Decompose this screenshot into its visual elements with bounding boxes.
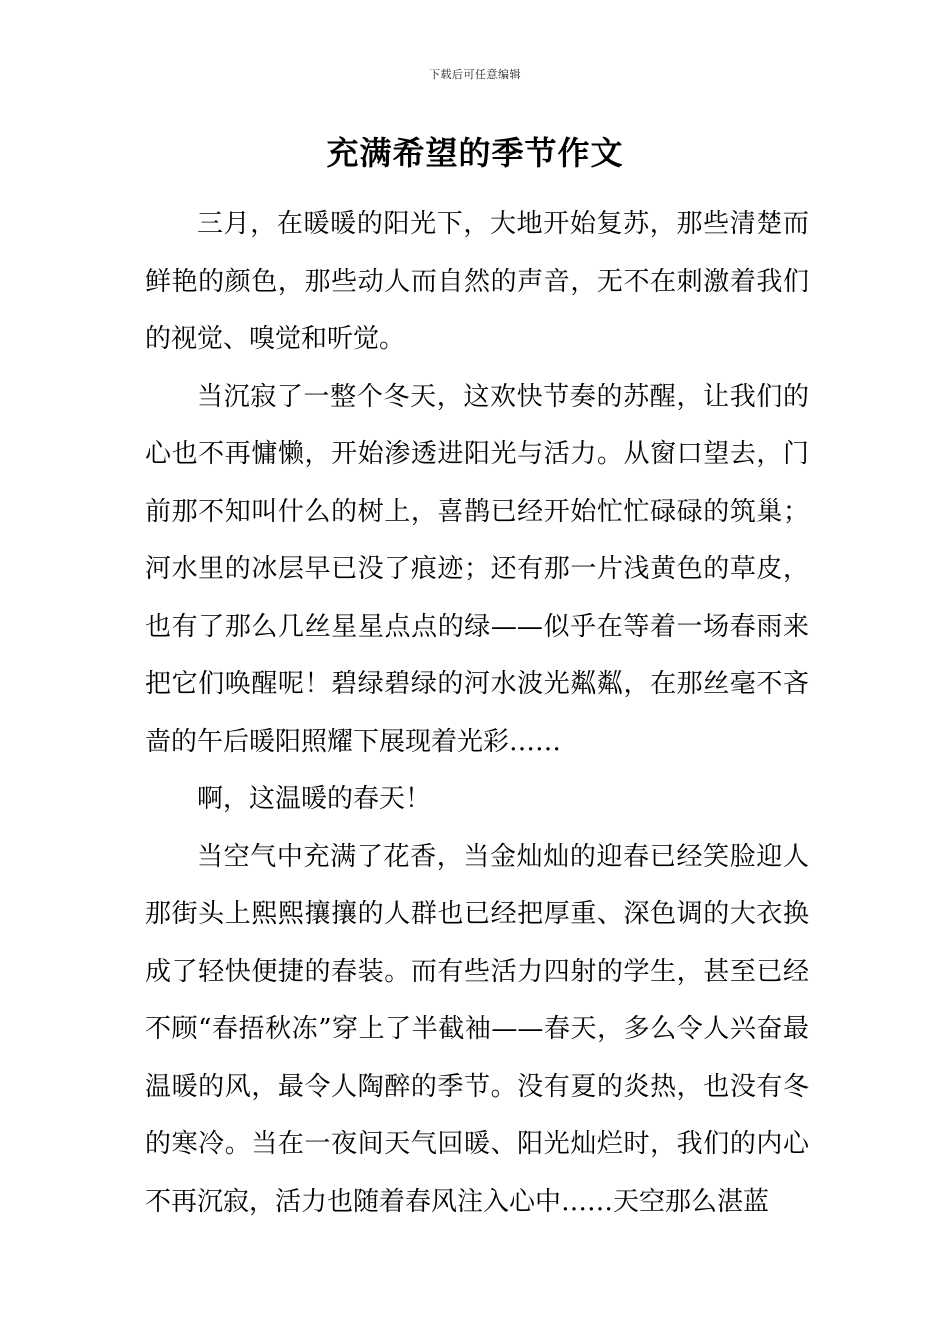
document-body [145,196,809,1231]
document-title: 充满希望的季节作文 [326,134,624,172]
paragraph-4: 当空气中充满了花香，当金灿灿的迎春已经笑脸迎人那街头上熙熙攘攘的人群也已经把厚重、深色调的大衣换成了轻快便捷的春装。而有些活力四射的学生，甚至已经不顾“春捂秋冻”穿上了半截袖——春天，多么令人兴奋最温暖的风，最令人陶醉的季节。没有夏的炎热，也没有冬的寒冷。当在一夜间天气回暖、阳光灿烂时，我们的内心不再沉寂，活力也随着春风注入心中……天空那么湛蓝 [145,841,809,1217]
paragraph-1: 三月，在暖暖的阳光下，大地开始复苏，那些清楚而鲜艳的颜色，那些动人而自然的声音，无不在刺激着我们的视觉、嗅觉和听觉。 [145,209,809,354]
paragraph-3: 啊，这温暖的春天！ [197,784,432,814]
header-note: 下载后可任意编辑 [429,68,521,81]
paragraph-2: 当沉寂了一整个冬天，这欢快节奏的苏醒，让我们的心也不再慵懒，开始渗透进阳光与活力。从窗口望去，门前那不知叫什么的树上，喜鹊已经开始忙忙碌碌的筑巢；河水里的冰层早已没了痕迹；还有那一片浅黄色的草皮，也有了那么几丝星星点点的绿——似乎在等着一场春雨来把它们唤醒呢！碧绿碧绿的河水波光粼粼，在那丝毫不吝啬的午后暖阳照耀下展现着光彩…… [145,381,809,757]
